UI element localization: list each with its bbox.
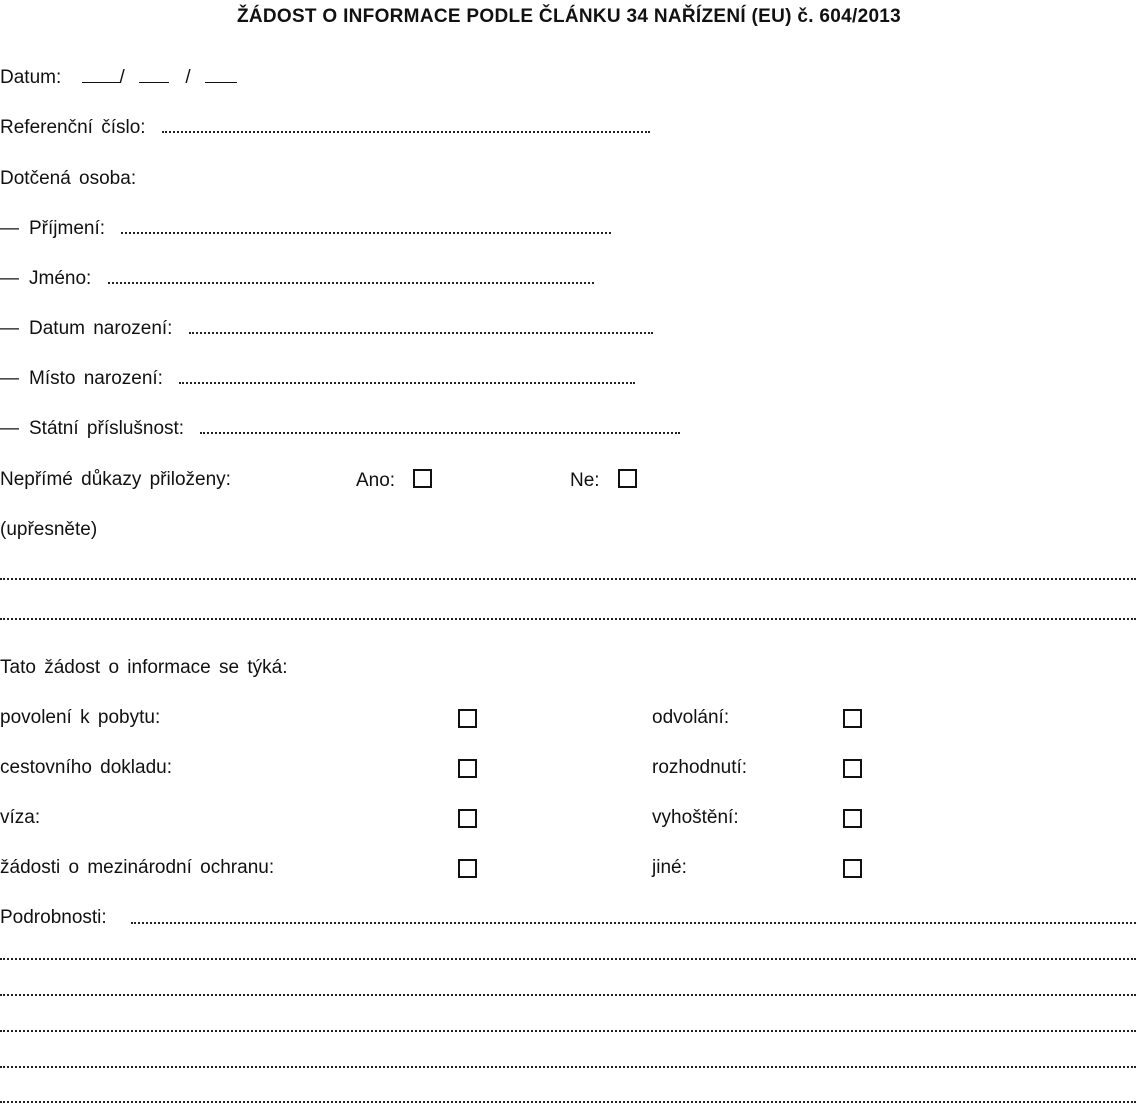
evidence-no-label: Ne: [570,470,600,491]
nationality-label: Státní příslušnost: [29,418,185,439]
concern-right-label: odvolání: [652,707,730,728]
date-day-field[interactable] [82,66,120,83]
birth-place-field[interactable] [179,378,635,384]
concern-left-label: cestovního dokladu: [0,757,173,778]
reference-field[interactable] [162,127,650,133]
form-title: ŽÁDOST O INFORMACE PODLE ČLÁNKU 34 NAŘÍZENÍ (EU) č. 604/2013 [236,6,902,27]
date-row [0,66,237,88]
date-separator: / [185,67,191,88]
details-line-2[interactable] [0,958,1136,960]
person-heading: Dotčená osoba: [0,168,137,189]
nationality-row [0,418,680,440]
date-month-field[interactable] [139,66,169,83]
concern-decision-checkbox[interactable] [843,759,862,778]
birth-date-field[interactable] [189,328,653,334]
dash: — [0,368,19,389]
dash: — [0,318,19,339]
concern-right-label: jiné: [652,857,687,878]
evidence-no-option [570,469,637,491]
reference-label: Referenční číslo: [0,117,146,138]
concern-right-label: vyhoštění: [652,807,739,828]
evidence-specify-line-1[interactable] [0,578,1136,580]
date-separator: / [119,67,125,88]
birth-place-row [0,368,635,390]
surname-field[interactable] [121,228,611,234]
birth-place-label: Místo narození: [29,368,163,389]
dash: — [0,218,19,239]
details-label: Podrobnosti: [0,907,107,928]
concern-residence-permit-checkbox[interactable] [458,709,477,728]
evidence-yes-option [356,469,432,491]
name-label: Jméno: [29,268,92,289]
dash: — [0,268,19,289]
birth-date-row [0,318,653,340]
name-field[interactable] [108,278,594,284]
name-row [0,268,594,290]
concern-international-protection-checkbox[interactable] [458,859,477,878]
concern-appeal-checkbox[interactable] [843,709,862,728]
birth-date-label: Datum narození: [29,318,173,339]
concern-expulsion-checkbox[interactable] [843,809,862,828]
dash: — [0,418,19,439]
date-year-field[interactable] [205,66,237,83]
evidence-specify-line-2[interactable] [0,618,1136,620]
details-line-3[interactable] [0,994,1136,996]
concern-visa-checkbox[interactable] [458,809,477,828]
concern-left-label: víza: [0,807,41,828]
evidence-label: Nepřímé důkazy přiloženy: [0,469,231,490]
concern-left-label: povolení k pobytu: [0,707,161,728]
evidence-no-checkbox[interactable] [618,469,637,488]
surname-row [0,218,611,240]
date-label: Datum: [0,67,62,88]
concern-right-label: rozhodnutí: [652,757,748,778]
evidence-yes-checkbox[interactable] [413,469,432,488]
details-line-6[interactable] [0,1101,1136,1103]
details-line-4[interactable] [0,1030,1136,1032]
evidence-specify-label: (upřesněte) [0,519,98,540]
surname-label: Příjmení: [29,218,106,239]
details-line-5[interactable] [0,1066,1136,1068]
reference-row [0,117,650,139]
concern-left-label: žádosti o mezinárodní ochranu: [0,857,275,878]
nationality-field[interactable] [200,428,680,434]
evidence-yes-label: Ano: [356,470,396,491]
details-line-1[interactable] [131,922,1136,924]
concern-travel-document-checkbox[interactable] [458,759,477,778]
concern-other-checkbox[interactable] [843,859,862,878]
concerns-heading: Tato žádost o informace se týká: [0,657,288,678]
